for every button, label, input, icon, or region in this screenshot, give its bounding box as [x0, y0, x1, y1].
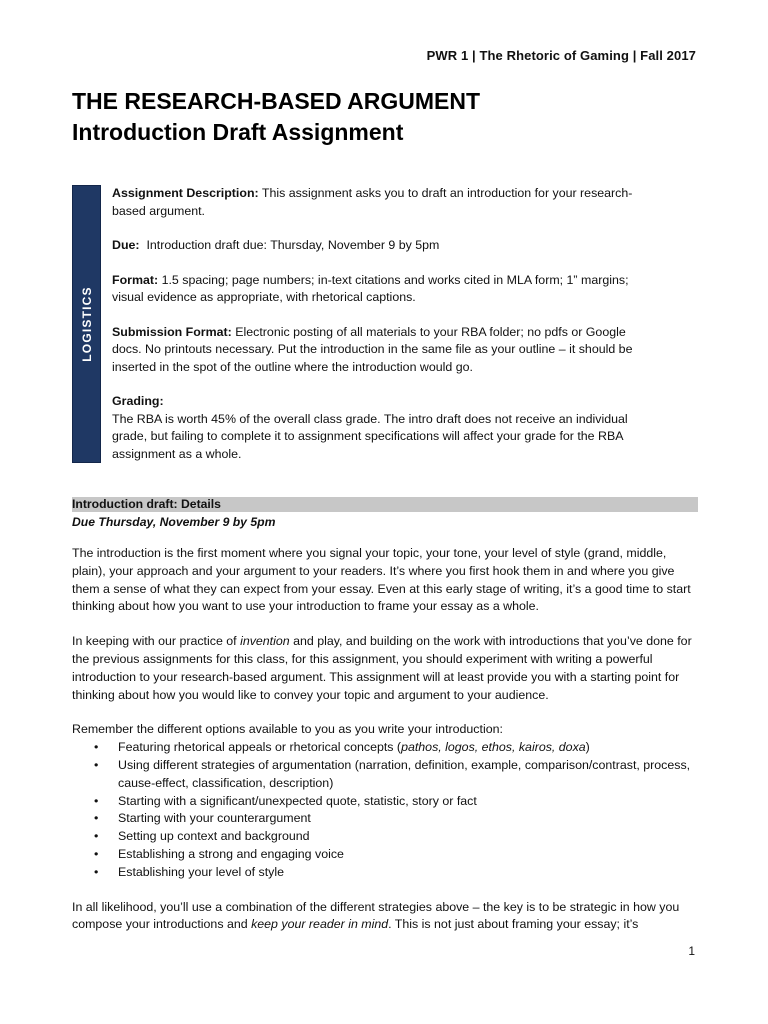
description-label: Assignment Description: [112, 186, 259, 200]
due-info [112, 237, 652, 255]
list-item: • Establishing a strong and engaging voice [72, 846, 698, 864]
list-item: • Setting up context and background [72, 828, 698, 846]
grading-info [112, 393, 652, 463]
submission-text: Electronic posting of all materials to your RBA folder; no pdfs or Google docs. No printouts necessary. Put the introduction in the same file as your outline – it should be inserted in the spot of the outline where the introduction would go. [112, 324, 633, 374]
list-item: • Starting with a significant/unexpected quote, statistic, story or fact [72, 793, 698, 811]
running-header: PWR 1 | The Rhetoric of Gaming | Fall 2017 [426, 48, 696, 63]
options-list [72, 739, 698, 881]
format-info [112, 272, 652, 307]
paragraph-4-part-b: . This is not just about framing your essay; it’s [388, 917, 639, 932]
logistics-content [112, 185, 652, 480]
paragraph-2 [72, 633, 698, 704]
title-block [72, 86, 480, 148]
paragraph-3: Remember the different options available to you as you write your introduction: [72, 722, 503, 737]
paragraph-2-part-a: In keeping with our practice of [72, 634, 241, 649]
page-number: 1 [688, 944, 695, 958]
logistics-sidebar [72, 185, 101, 463]
logistics-label: LOGISTICS [79, 286, 94, 362]
due-label: Due: [112, 238, 140, 252]
list-item [72, 739, 698, 757]
details-due-line: Due Thursday, November 9 by 5pm [72, 515, 276, 529]
body-text [72, 545, 698, 951]
submission-info [112, 324, 652, 377]
format-label: Format: [112, 272, 159, 287]
paragraph-4-emphasis: keep your reader in mind [251, 917, 389, 932]
paragraph-4-part-a: In all likelihood, you’ll use a combination of the different strategies above – the key is to be strategic in how you compose your introductions and [72, 899, 680, 932]
list-item: • Using different strategies of argumentation (narration, definition, example, comparison/contrast, process, cause-effect, classification, description) [72, 757, 698, 793]
format-text: 1.5 spacing; page numbers; in-text citations and works cited in MLA form; 1” margins; visual evidence as appropriate, with rhetorical captions. [112, 272, 629, 304]
list-item: • Starting with your counterargument [72, 810, 698, 828]
description-text: This assignment asks you to draft an introduction for your research-based argument. [112, 186, 633, 218]
logistics-section [72, 185, 697, 463]
grading-label: Grading: [112, 394, 164, 408]
due-text: Introduction draft due: Thursday, November 9 by 5pm [146, 238, 440, 252]
grading-text: The RBA is worth 45% of the overall class grade. The intro draft does not receive an individual grade, but failing to complete it to assignment specifications will affect your grade for the RBA assignment as a whole. [112, 411, 628, 461]
bullet-1-part-a: Featuring rhetorical appeals or rhetorical concepts ( [118, 740, 402, 755]
document-title: THE RESEARCH-BASED ARGUMENT [72, 88, 481, 114]
submission-label: Submission Format: [112, 324, 232, 339]
details-heading: Introduction draft: Details [72, 497, 221, 511]
bullet-1-emphasis: pathos, logos, ethos, kairos, doxa [401, 740, 586, 755]
paragraph-2-emphasis: invention [240, 634, 290, 649]
paragraph-1: The introduction is the first moment where you signal your topic, your tone, your level of style (grand, middle, plain), your approach and your argument to your readers. It’s where you first hook them in and where you give them a sense of what they can expect from your essay. Even at this early stage of writing, it’s a good time to start thinking about how you want to use your introduction to frame your essay as a whole. [72, 546, 691, 614]
document-subtitle: Introduction Draft Assignment [72, 119, 404, 145]
paragraph-2-part-b: and play, and building on the work with introductions that you’ve done for the previous assignments for this class, for this assignment, you should experiment with writing a powerful introduction to your research-based argument. This assignment will at least provide you with a starting point for thinking about how you would like to convey your topic and argument to your audience. [72, 634, 692, 702]
list-item: • Establishing your level of style [72, 864, 698, 882]
paragraph-4 [72, 899, 698, 935]
assignment-description [112, 185, 652, 220]
bullet-1-part-b: ) [585, 740, 590, 755]
